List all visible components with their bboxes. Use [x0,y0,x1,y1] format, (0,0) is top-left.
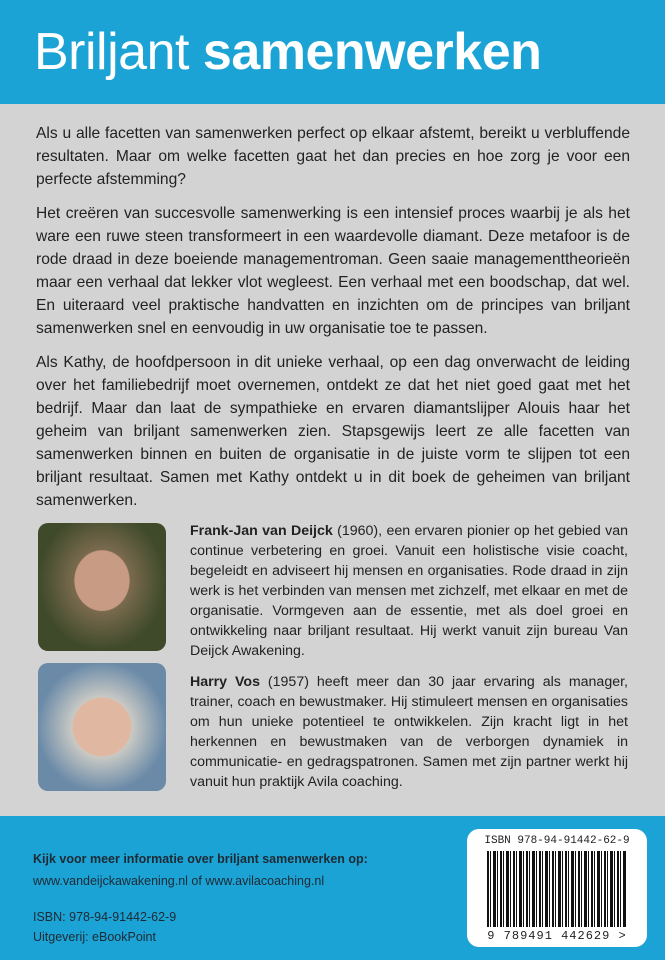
author-photo-frank-jan [38,523,166,651]
barcode-isbn-top: ISBN 978-94-91442-62-9 [484,835,630,847]
barcode-bars [487,851,627,927]
info-heading: Kijk voor meer informatie over briljant samenwerken op: [33,852,368,866]
author-bio-text: (1960), een ervaren pionier op het gebied van continue verbetering en groei. Vanuit een holistische visie coacht, begeleidt en adviseert hij mensen en organisaties. Rode draad in zijn werk is het verbinden van mensen met zichzelf, met elkaar en met de organisatie. Vormgeven aan de essentie, met als doel groei en ontwikkeling naar briljant resultaat. Hij werkt vanuit zijn bureau Van Deijck Awakening. [190,523,628,659]
book-title [34,22,541,82]
websites: www.vandeijckawakening.nl of www.avilacoaching.nl [33,874,325,888]
author-bio-text: (1957) heeft meer dan 30 jaar ervaring als manager, trainer, coach en bewustmaker. Hij stimuleert mensen en organisaties om hun unieke potentieel te ontwikkelen. Zijn kracht ligt in het herkennen en bewustmaken van de verborgen dynamiek in communicatie- en gedragspatronen. Samen met zijn partner werkt hij vanuit hun praktijk Avila coaching. [190,674,628,790]
author-photo-harry [38,663,166,791]
author-bio [190,521,628,661]
title-regular: Briljant [34,23,189,81]
isbn: ISBN: 978-94-91442-62-9 [33,910,177,924]
blurb [36,122,630,523]
blurb-paragraph: Het creëren van succesvolle samenwerking is een intensief proces waarbij je als het ware een ruwe steen transformeert in een waardevolle diamant. Deze metafoor is de rode draad in deze boeiende managementroman. Geen saaie managementtheorieën maar een verhaal dat lekker vlot wegleest. Een verhaal met een boodschap, dat wel. En uiteraard veel praktische handvatten en inzichten om de principes van briljant samenwerken snel en eenvoudig in uw organisatie toe te passen. [36,205,630,337]
author-name: Frank-Jan van Deijck [190,523,333,539]
author-name: Harry Vos [190,674,260,690]
publisher: Uitgeverij: eBookPoint [33,930,156,944]
blurb-paragraph: Als u alle facetten van samenwerken perfect op elkaar afstemt, bereikt u verbluffende resultaten. Maar om welke facetten gaat het dan precies en hoe zorg je voor een perfecte afstemming? [36,125,630,188]
barcode-number: 9 789491 442629 > [487,929,627,943]
title-banner [0,0,665,104]
blurb-paragraph: Als Kathy, de hoofdpersoon in dit unieke verhaal, op een dag onverwacht de leiding over het familiebedrijf moet overnemen, ontdekt ze dat het niet goed gaat met het bedrijf. Maar dan laat de sympathieke en ervaren diamantslijper Alouis haar het geheim van briljant samenwerken zien. Stapsgewijs leert ze alle facetten van samenwerken binnen en buiten de organisatie in de juiste vorm te slijpen tot een briljant resultaat. Samen met Kathy ontdekt u in dit boek de geheimen van briljant samenwerken. [36,354,630,509]
author-bio [190,672,628,792]
title-bold: samenwerken [202,23,542,81]
isbn-barcode [467,829,647,947]
